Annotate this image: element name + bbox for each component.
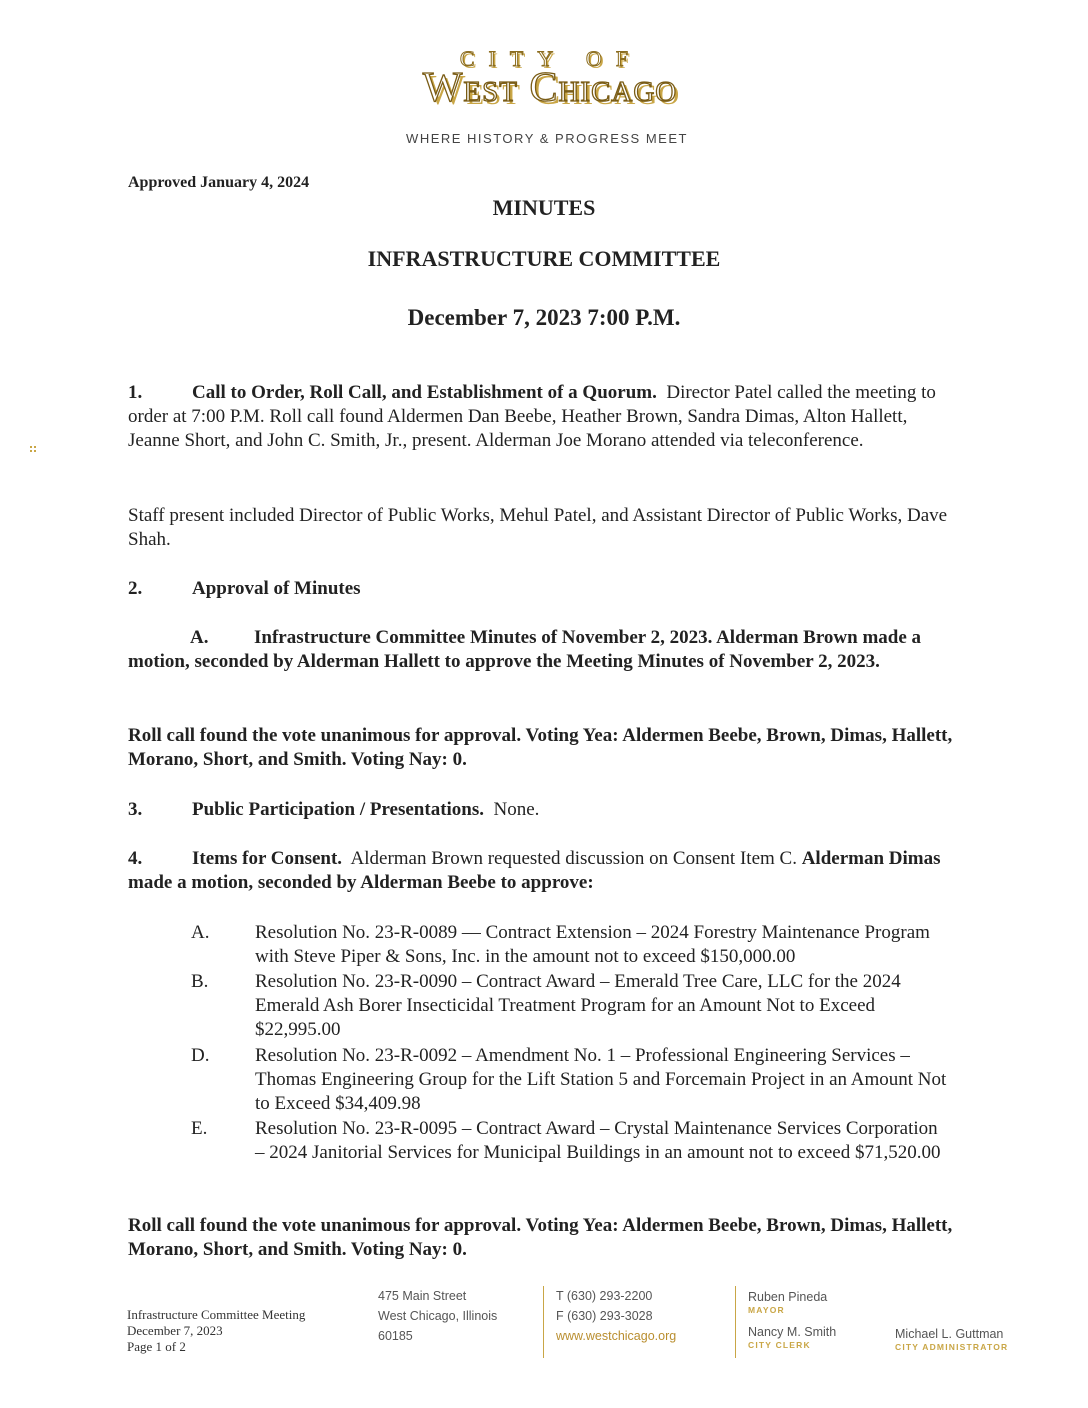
staff-present: Staff present included Director of Public Works, Mehul Patel, and Assistant Director of Public Works, Dave Shah. [128, 505, 948, 550]
footer-fax: F (630) 293-3028 [556, 1309, 653, 1323]
footer-divider [543, 1286, 544, 1358]
footer-divider [735, 1286, 736, 1358]
section-1 [128, 381, 958, 453]
footer-street: 475 Main Street [378, 1289, 467, 1303]
footer-website-link[interactable]: www.westchicago.org [556, 1329, 677, 1343]
section-2 [128, 577, 958, 601]
section-1-heading: Call to Order, Roll Call, and Establishment of a Quorum. [192, 382, 657, 403]
tagline: WHERE HISTORY & PROGRESS MEET [406, 131, 688, 146]
list-item-text: Resolution No. 23-R-0095 – Contract Award – Crystal Maintenance Services Corporation – 2024 Janitorial Services for Municipal Buildings in an amount not to exceed $71,520.00 [255, 1118, 941, 1163]
list-item-text: Resolution No. 23-R-0090 – Contract Award – Emerald Tree Care, LLC for the 2024 Emerald Ash Borer Insecticidal Treatment Program for an Amount Not to Exceed $22,995.00 [255, 971, 901, 1040]
section-2a-letter: A. [190, 627, 209, 648]
section-4-vote: Roll call found the vote unanimous for approval. Voting Yea: Aldermen Beebe, Brown, Dimas, Hallett, Morano, Short, and Smith. Voting Nay: 0. [128, 1215, 953, 1260]
footer-city: West Chicago, Illinois [378, 1309, 498, 1323]
footer-administrator [895, 1326, 1008, 1352]
logo-city-of: CITY OF [459, 46, 643, 71]
mayor-name: Ruben Pineda [748, 1290, 828, 1304]
list-item [191, 1044, 951, 1116]
footer-meeting-date: December 7, 2023 [127, 1323, 223, 1338]
section-4-heading: Items for Consent. [192, 848, 343, 869]
footer-address [378, 1286, 497, 1346]
footer-mayor [748, 1289, 827, 1315]
clerk-name: Nancy M. Smith [748, 1325, 837, 1339]
footer-page-number: Page 1 of 2 [127, 1339, 186, 1354]
list-item-letter: E. [191, 1118, 208, 1139]
section-3 [128, 798, 958, 822]
administrator-title: CITY ADMINISTRATOR [895, 1342, 1009, 1352]
list-item [191, 970, 951, 1042]
footer-zip: 60185 [378, 1329, 413, 1343]
section-4-text: Alderman Brown requested discussion on Consent Item C. [350, 848, 797, 869]
logo-west-chicago: West Chicago [422, 65, 678, 111]
approved-date: Approved January 4, 2024 [128, 174, 310, 191]
footer-phone: T (630) 293-2200 [556, 1289, 653, 1303]
footer-meeting-name: Infrastructure Committee Meeting [127, 1307, 306, 1322]
section-3-heading: Public Participation / Presentations. [192, 799, 485, 820]
section-4 [128, 847, 958, 895]
section-3-text: None. [493, 799, 540, 820]
list-item-text: Resolution No. 23-R-0089 –– Contract Extension – 2024 Forestry Maintenance Program with Steve Piper & Sons, Inc. in the amount not to exceed $150,000.00 [255, 922, 930, 967]
section-2a [128, 626, 958, 674]
margin-marker-icon [30, 446, 36, 452]
list-item-letter: B. [191, 971, 209, 992]
mayor-title: MAYOR [748, 1305, 785, 1315]
section-4-number: 4. [128, 848, 143, 869]
section-2-vote: Roll call found the vote unanimous for approval. Voting Yea: Aldermen Beebe, Brown, Dimas, Hallett, Morano, Short, and Smith. Voting Nay: 0. [128, 725, 953, 770]
document-title: MINUTES [492, 195, 596, 220]
list-item-letter: D. [191, 1045, 210, 1066]
section-2-number: 2. [128, 578, 143, 599]
section-2a-text: Infrastructure Committee Minutes of November 2, 2023. Alderman Brown made a motion, seconded by Alderman Hallett to approve the Meeting Minutes of November 2, 2023. [128, 627, 922, 672]
section-2-heading: Approval of Minutes [192, 578, 361, 599]
footer-contact [556, 1286, 676, 1346]
list-item [191, 1117, 951, 1165]
list-item-text: Resolution No. 23-R-0092 – Amendment No. 1 – Professional Engineering Services – Thomas Engineering Group for the Lift Station 5 and Forcemain Project in an Amount Not to Exceed $34,409.98 [255, 1045, 947, 1114]
list-item [191, 921, 951, 969]
section-4-motion: Alderman Dimas made a motion, seconded by Alderman Beebe to approve: [128, 848, 941, 893]
footer-meeting-info [127, 1307, 305, 1355]
list-item-letter: A. [191, 922, 210, 943]
footer-clerk [748, 1324, 836, 1350]
section-1-number: 1. [128, 382, 143, 403]
section-1-text: Director Patel called the meeting to order at 7:00 P.M. Roll call found Aldermen Dan Beebe, Heather Brown, Sandra Dimas, Alton Hallett, Jeanne Short, and John C. Smith, Jr., present. Alderman Joe Morano attended via teleconference. [128, 382, 936, 451]
section-3-number: 3. [128, 799, 143, 820]
meeting-date-time: December 7, 2023 7:00 P.M. [407, 305, 681, 330]
clerk-title: CITY CLERK [748, 1340, 811, 1350]
administrator-name: Michael L. Guttman [895, 1327, 1004, 1341]
committee-name: INFRASTRUCTURE COMMITTEE [367, 246, 721, 271]
